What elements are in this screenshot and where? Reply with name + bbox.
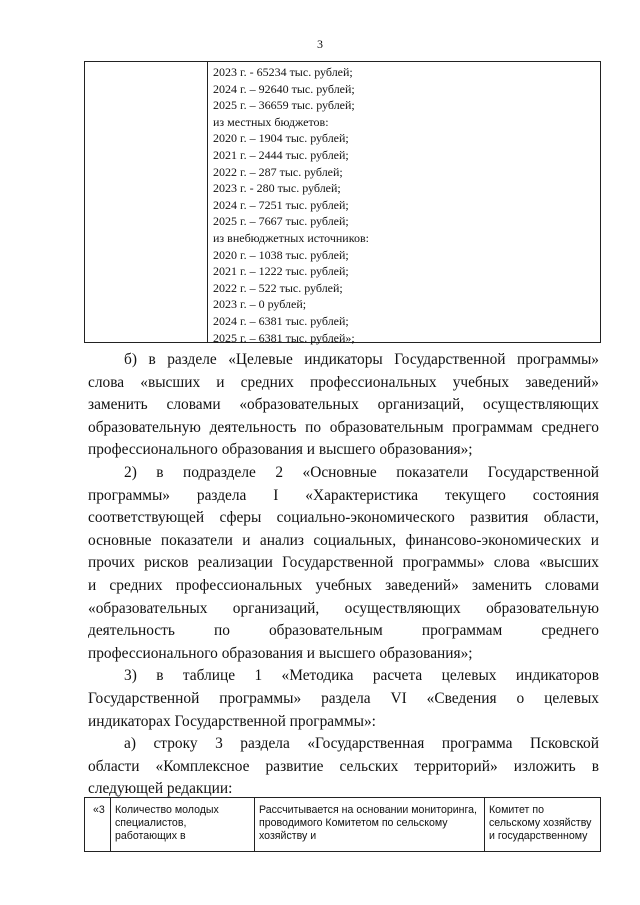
page-number: 3 [317,37,323,51]
text-line: и средних профессиональных учебных заведений» заменить словами [88,576,599,594]
text-line: б) в разделе «Целевые индикаторы Государственной программы» [124,351,599,368]
funding-line: 2023 г. – 0 рублей; [213,297,307,312]
text-line: области «Комплексное развитие сельских территорий» изложить в [88,757,599,775]
funding-line: 2025 г. – 7667 тыс. рублей; [213,214,349,229]
funding-line: 2024 г. – 7251 тыс. рублей; [213,197,349,212]
funding-line: 2023 г. - 65234 тыс. рублей; [213,65,353,79]
funding-line: 2024 г. – 6381 тыс. рублей; [213,313,349,328]
funding-line: 2022 г. – 287 тыс. рублей; [213,164,343,179]
calculation-method-cell: Рассчитывается на основании мониторинга, проводимого Комитетом по сельскому хозяйству и [254,798,484,851]
text-line: 3) в таблице 1 «Методика расчета целевых индикаторов [124,667,599,685]
funding-line: 2024 г. – 92640 тыс. рублей; [213,81,355,96]
text-line: индикаторах Государственной программы»: [88,712,376,730]
text-line: профессионального образования и высшего образования»; [88,441,473,459]
text-line: основные показатели и анализ социальных, финансово-экономических и [88,531,599,549]
funding-line: 2025 г. – 36659 тыс. рублей; [213,98,355,113]
text-line: прочих рисков реализации Государственной программы» слова «высших [88,554,599,572]
text-line: 2) в подразделе 2 «Основные показатели Государственной [124,463,599,481]
funding-subheading-local: из местных бюджетов: [213,114,329,129]
funding-line: 2022 г. – 522 тыс. рублей; [213,280,343,295]
text-line: программы» раздела I «Характеристика текущего состояния [88,486,599,504]
indicator-table-row [84,797,601,852]
funding-line: 2021 г. – 2444 тыс. рублей; [213,147,349,162]
text-line: соответствующей сферы социально-экономического развития области, [88,509,599,527]
text-line: Государственной программы» раздела VI «Сведения о целевых [88,689,599,707]
text-line: деятельность по образовательным программам среднего [88,622,599,640]
text-line: слова «высших и средних профессиональных учебных заведений» [88,373,599,391]
text-line: образовательную деятельность по образовательным программам среднего [88,418,599,436]
table-column-divider [207,62,208,342]
indicator-name-cell: Количество молодых специалистов, работающих в [110,798,254,851]
text-line: «образовательных организаций, осуществляющих образовательную [88,599,599,617]
funding-line: 2021 г. – 1222 тыс. рублей; [213,264,349,279]
funding-line: 2025 г. – 6381 тыс. рублей»; [213,330,355,345]
responsible-body-cell: Комитет по сельскому хозяйству и государственному [484,798,600,851]
funding-line: 2020 г. – 1038 тыс. рублей; [213,247,349,262]
funding-subheading-extrabudgetary: из внебюджетных источников: [213,230,369,245]
funding-list [213,64,598,346]
text-line: профессионального образования и высшего образования»; [88,644,473,662]
funding-line: 2023 г. - 280 тыс. рублей; [213,181,341,196]
text-line: заменить словами «образовательных организаций, осуществляющих [88,396,599,414]
funding-table [84,61,601,343]
document-body [88,349,599,801]
row-number-cell: «3 [93,804,105,816]
text-line: следующей редакции: [88,780,233,798]
text-line: а) строку 3 раздела «Государственная программа Псковской [124,735,599,753]
funding-line: 2020 г. – 1904 тыс. рублей; [213,131,349,146]
